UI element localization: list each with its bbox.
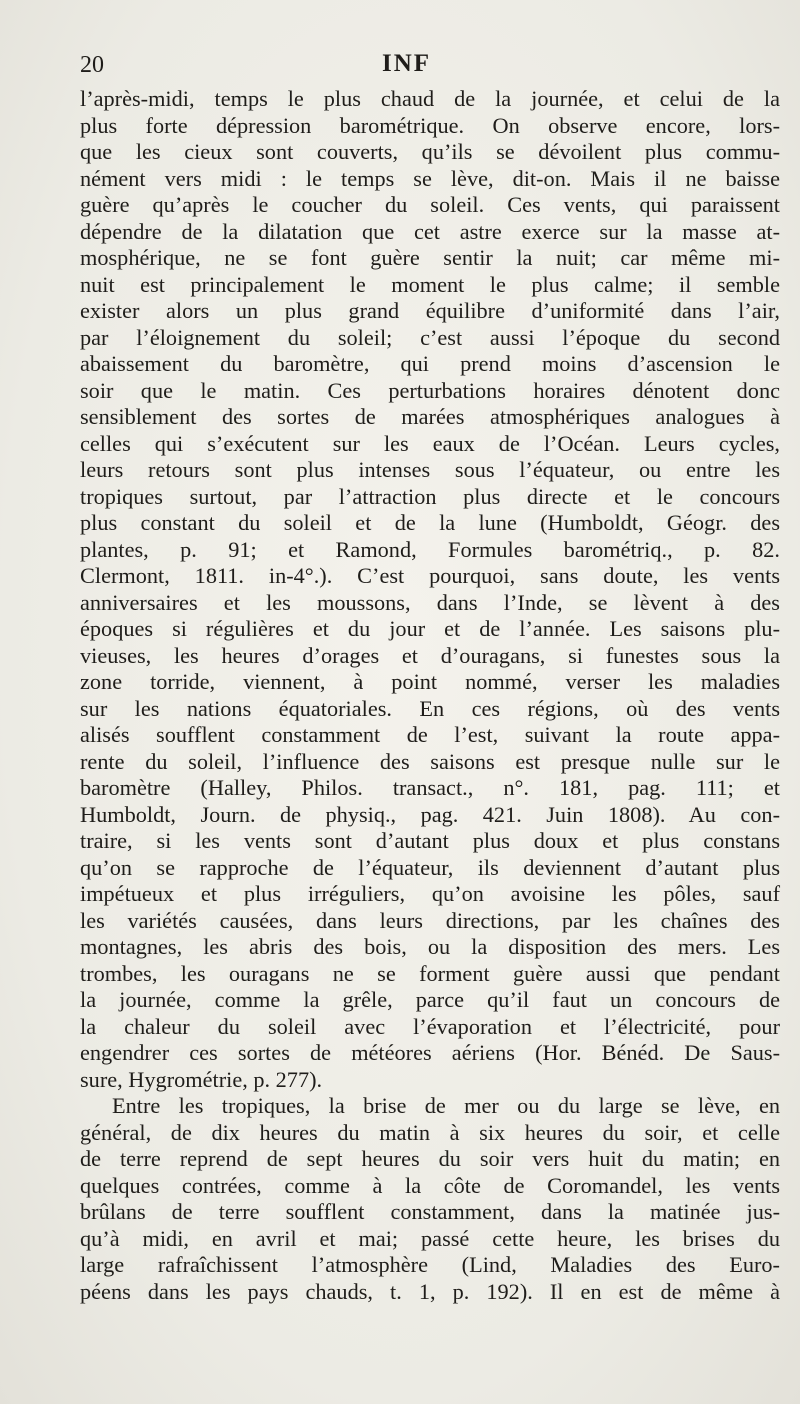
text-line: sure, Hygrométrie, p. 277). <box>80 1066 323 1092</box>
running-head: INF <box>382 50 432 77</box>
text-line: mosphérique, ne se font guère sentir la nuit; car même mi- <box>80 245 780 270</box>
text-line: l’après-midi, temps le plus chaud de la journée, et celui de la <box>80 86 780 111</box>
text-line: large rafraîchissent l’atmosphère (Lind, Maladies des Euro- <box>80 1252 780 1277</box>
text-line: époques si régulières et du jour et de l’année. Les saisons plu- <box>80 616 780 641</box>
paragraph-1 <box>80 86 780 1093</box>
text-line: la chaleur du soleil avec l’évaporation et l’électricité, pour <box>80 1013 780 1039</box>
page-number: 20 <box>80 52 104 78</box>
text-line: péens dans les pays chauds, t. 1, p. 192). Il en est de même à <box>80 1278 780 1304</box>
text-line: tropiques surtout, par l’attraction plus directe et le concours <box>80 483 780 509</box>
text-line: traire, si les vents sont d’autant plus doux et plus constans <box>80 828 780 853</box>
text-line: soir que le matin. Ces perturbations horaires dénotent donc <box>80 377 780 403</box>
text-line: la journée, comme la grêle, parce qu’il faut un concours de <box>80 987 780 1012</box>
text-line: Clermont, 1811. in-4°.). C’est pourquoi, sans doute, les vents <box>80 563 780 588</box>
text-line: alisés soufflent constamment de l’est, suivant la route appa- <box>80 722 780 747</box>
text-line: zone torride, viennent, à point nommé, verser les maladies <box>80 669 780 694</box>
text-line: anniversaires et les moussons, dans l’Inde, se lèvent à des <box>80 589 780 615</box>
text-line: plus forte dépression barométrique. On observe encore, lors- <box>80 112 780 138</box>
text-line: Entre les tropiques, la brise de mer ou du large se lève, en <box>112 1093 780 1118</box>
text-line: général, de dix heures du matin à six heures du soir, et celle <box>80 1119 780 1145</box>
text-line: que les cieux sont couverts, qu’ils se dévoilent plus commu- <box>80 139 780 164</box>
text-line: baromètre (Halley, Philos. transact., n°. 181, pag. 111; et <box>80 775 780 800</box>
text-line: celles qui s’exécutent sur les eaux de l’Océan. Leurs cycles, <box>80 430 780 456</box>
page-header <box>80 48 780 84</box>
text-line: qu’à midi, en avril et mai; passé cette heure, les brises du <box>80 1225 780 1251</box>
text-line: trombes, les ouragans ne se forment guère aussi que pendant <box>80 960 780 986</box>
text-line: les variétés causées, dans leurs directions, par les chaînes des <box>80 907 780 933</box>
text-line: leurs retours sont plus intenses sous l’équateur, ou entre les <box>80 457 780 482</box>
body-text <box>80 86 780 1305</box>
text-line: nément vers midi : le temps se lève, dit-on. Mais il ne baisse <box>80 165 780 191</box>
text-line: exister alors un plus grand équilibre d’uniformité dans l’air, <box>80 298 780 323</box>
text-line: nuit est principalement le moment le plus calme; il semble <box>80 271 780 297</box>
text-line: guère qu’après le coucher du soleil. Ces vents, qui paraissent <box>80 192 780 217</box>
text-line: engendrer ces sortes de météores aériens (Hor. Bénéd. De Saus- <box>80 1040 780 1065</box>
text-line: montagnes, les abris des bois, ou la disposition des mers. Les <box>80 934 780 959</box>
text-line: impétueux et plus irréguliers, qu’on avoisine les pôles, sauf <box>80 881 780 906</box>
paragraph-2 <box>80 1093 780 1305</box>
text-line: sensiblement des sortes de marées atmosphériques analogues à <box>80 404 780 429</box>
text-line: qu’on se rapproche de l’équateur, ils deviennent d’autant plus <box>80 854 780 880</box>
text-line: plantes, p. 91; et Ramond, Formules barométriq., p. 82. <box>80 536 780 562</box>
text-line: rente du soleil, l’influence des saisons est presque nulle sur le <box>80 748 780 774</box>
text-line: abaissement du baromètre, qui prend moins d’ascension le <box>80 351 780 376</box>
text-line: dépendre de la dilatation que cet astre exerce sur la masse at- <box>80 218 780 244</box>
text-line: sur les nations équatoriales. En ces régions, où des vents <box>80 695 780 721</box>
text-line: de terre reprend de sept heures du soir vers huit du matin; en <box>80 1146 780 1171</box>
text-line: plus constant du soleil et de la lune (Humboldt, Géogr. des <box>80 510 780 535</box>
text-line: Humboldt, Journ. de physiq., pag. 421. Juin 1808). Au con- <box>80 801 780 827</box>
text-line: quelques contrées, comme à la côte de Coromandel, les vents <box>80 1172 780 1198</box>
text-line: brûlans de terre soufflent constamment, dans la matinée jus- <box>80 1199 780 1224</box>
text-line: par l’éloignement du soleil; c’est aussi l’époque du second <box>80 324 780 350</box>
text-line: vieuses, les heures d’orages et d’ouragans, si funestes sous la <box>80 642 780 668</box>
